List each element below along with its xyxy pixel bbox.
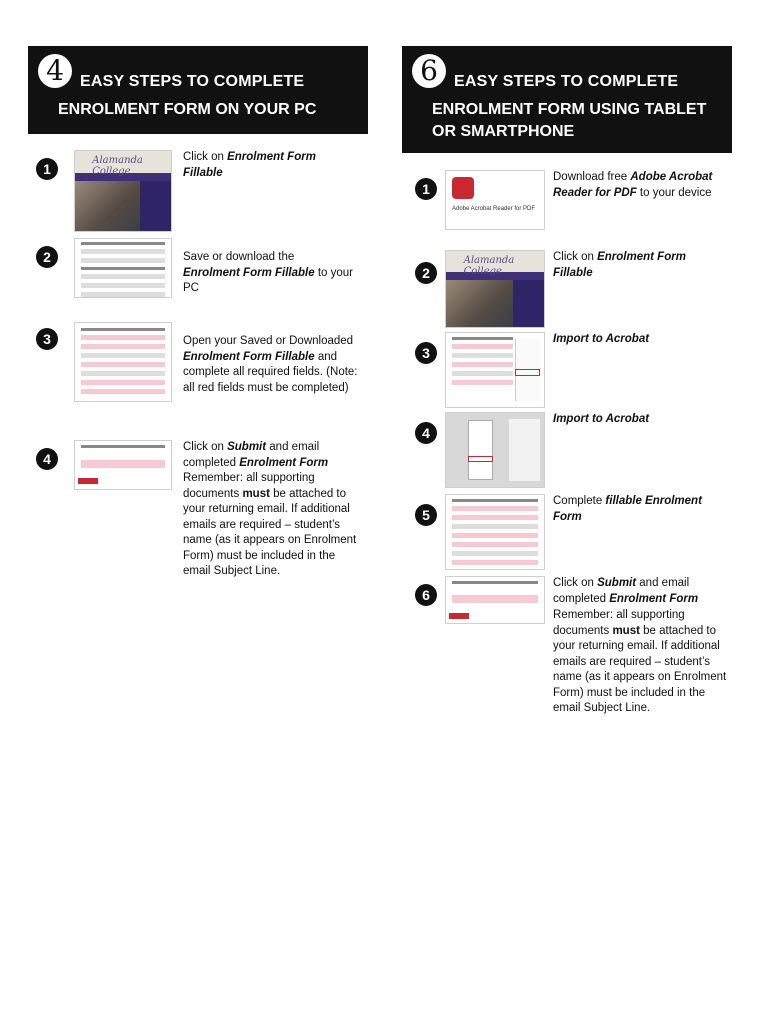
tablet-step-6-text: Click on Submit and email completed Enrolment Form bbox=[553, 577, 699, 605]
pc-step-4-text: Click on Submit and email completed Enrolment Form Remember: all supporting documents must be attached to your returning email. If additional emails are required – student’s name (as it appears on Enrolment Form) must be included in the email Subject Line. bbox=[183, 441, 357, 577]
step-number-badge: 1 bbox=[36, 158, 58, 180]
tablet-step-5-text: Complete fillable Enrolment Form bbox=[553, 495, 702, 523]
pc-steps-count: 4 bbox=[38, 54, 72, 88]
submit-button-preview bbox=[449, 613, 469, 619]
step-number-badge: 2 bbox=[415, 262, 437, 284]
tablet-step-1-text: Download free Adobe Acrobat Reader for PDF to your device bbox=[553, 171, 713, 199]
step-number-badge: 3 bbox=[36, 328, 58, 350]
submit-section-thumbnail bbox=[74, 440, 172, 490]
college-logo: Alamanda College bbox=[463, 254, 515, 277]
enrolment-form-fillable-link[interactable]: Enrolment Form Fillable bbox=[553, 251, 686, 279]
tablet-step-4-text bbox=[553, 412, 723, 428]
tablet-step-6-note: Remember: all supporting documents must be attached to your returning email. If additional emails are required – student’s name (as it appears on Enrolment Form) must be included in the email Subject Line. bbox=[553, 609, 727, 714]
tablet-steps-banner bbox=[402, 46, 732, 153]
pc-step-1-text: Click on Enrolment Form Fillable bbox=[183, 151, 316, 179]
submit-button-label: Submit bbox=[597, 577, 637, 589]
import-menu-thumbnail bbox=[445, 332, 545, 408]
step-number-badge: 2 bbox=[36, 246, 58, 268]
download-form-thumbnail bbox=[74, 238, 172, 298]
enrolment-form-fillable-link[interactable]: Enrolment Form Fillable bbox=[183, 151, 316, 179]
submit-button-preview bbox=[78, 478, 98, 484]
college-website-thumbnail bbox=[74, 150, 172, 232]
tablet-step-2-text: Click on Enrolment Form Fillable bbox=[553, 251, 686, 279]
college-logo: Alamanda College bbox=[92, 155, 143, 178]
pc-banner-line1: EASY STEPS TO COMPLETE bbox=[80, 73, 305, 90]
tablet-step-3-text bbox=[553, 332, 723, 348]
acrobat-app-thumbnail: Adobe Acrobat Reader for PDF bbox=[445, 170, 545, 230]
pc-steps-banner bbox=[28, 46, 368, 134]
step-number-badge: 5 bbox=[415, 504, 437, 526]
pc-steps-column bbox=[28, 46, 368, 134]
submit-button-label: Submit bbox=[227, 441, 267, 453]
import-dialog-thumbnail bbox=[445, 412, 545, 488]
pc-banner-line2: ENROLMENT FORM ON YOUR PC bbox=[58, 101, 317, 118]
step-number-badge: 4 bbox=[36, 448, 58, 470]
fillable-form-thumbnail bbox=[445, 494, 545, 570]
tablet-banner-line2: ENROLMENT FORM USING TABLET OR SMARTPHONE bbox=[432, 101, 707, 140]
step-number-badge: 4 bbox=[415, 422, 437, 444]
import-to-acrobat-label: Import to Acrobat bbox=[553, 413, 650, 425]
tablet-steps-column bbox=[402, 46, 732, 153]
step-number-badge: 1 bbox=[415, 178, 437, 200]
tablet-steps-count: 6 bbox=[412, 54, 446, 88]
step-number-badge: 3 bbox=[415, 342, 437, 364]
college-website-thumbnail bbox=[445, 250, 545, 328]
filled-form-thumbnail bbox=[74, 322, 172, 402]
tablet-banner-line1: EASY STEPS TO COMPLETE bbox=[454, 73, 679, 90]
submit-section-thumbnail bbox=[445, 576, 545, 624]
pc-step-3-text: Open your Saved or Downloaded Enrolment Form Fillable and complete all required fields. (Note: all red fields must be completed) bbox=[183, 335, 358, 394]
pc-step-2-text: Save or download the Enrolment Form Fillable to your PC bbox=[183, 251, 353, 294]
acrobat-app-icon bbox=[452, 177, 474, 199]
import-to-acrobat-label: Import to Acrobat bbox=[553, 333, 650, 345]
step-number-badge: 6 bbox=[415, 584, 437, 606]
